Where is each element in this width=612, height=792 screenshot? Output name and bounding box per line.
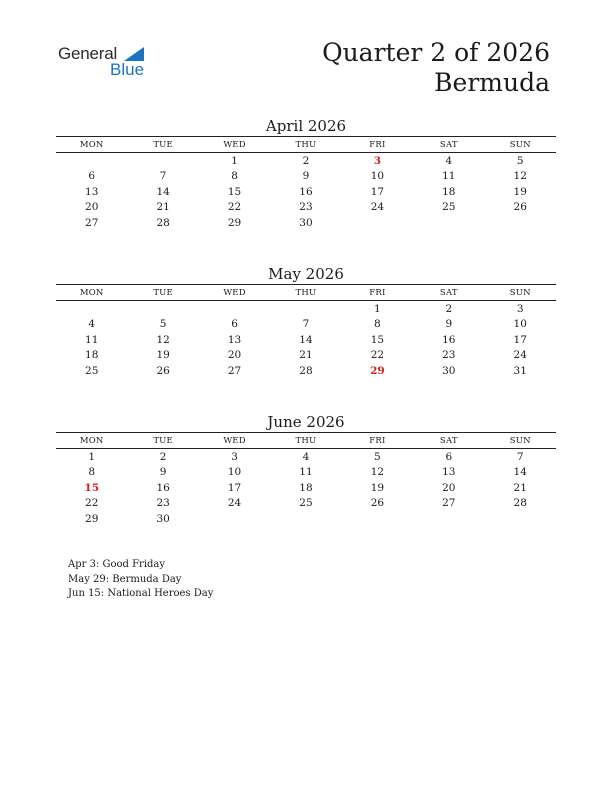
- holiday-note: Jun 15: National Heroes Day: [68, 588, 214, 599]
- logo-text-blue: Blue: [110, 60, 145, 79]
- day-cell: 29: [85, 512, 99, 525]
- day-cell: 2: [445, 302, 453, 315]
- day-cell: 19: [513, 185, 527, 198]
- day-cell: 18: [85, 349, 99, 362]
- holiday-day: 15: [84, 481, 100, 494]
- day-cell: 10: [370, 170, 385, 183]
- day-cell: 4: [302, 450, 310, 463]
- week-row: [56, 480, 556, 496]
- day-cell: 13: [442, 466, 456, 479]
- day-cell: 14: [156, 185, 170, 198]
- holiday-note: Apr 3: Good Friday: [68, 559, 166, 570]
- day-cell: 4: [88, 318, 96, 331]
- week-row: [56, 348, 556, 364]
- day-cell: 23: [442, 349, 456, 362]
- day-cell: 30: [442, 364, 456, 377]
- month-name: June 2026: [267, 413, 345, 431]
- day-cell: 12: [156, 333, 170, 346]
- day-cell: 20: [442, 481, 456, 494]
- weekday-label: TUE: [153, 139, 173, 150]
- weekday-label: FRI: [369, 139, 386, 150]
- holiday-day: 3: [373, 154, 382, 167]
- day-cell: 21: [513, 481, 527, 494]
- day-cell: 2: [302, 154, 310, 167]
- day-cell: 21: [156, 201, 170, 214]
- week-row: [56, 301, 556, 317]
- week-row: [56, 465, 556, 481]
- day-cell: 12: [513, 170, 527, 183]
- day-cell: 20: [227, 349, 242, 362]
- day-cell: 6: [231, 318, 238, 331]
- weekday-label: FRI: [369, 435, 386, 446]
- day-cell: 4: [445, 154, 453, 167]
- day-cell: 7: [302, 318, 310, 331]
- day-cell: 7: [159, 170, 167, 183]
- day-cell: 27: [442, 497, 456, 510]
- day-cell: 26: [513, 201, 527, 214]
- day-cell: 13: [85, 185, 99, 198]
- month-name: May 2026: [268, 265, 344, 283]
- day-cell: 28: [299, 364, 313, 377]
- title-quarter: Quarter 2 of 2026: [322, 38, 550, 67]
- day-cell: 30: [156, 512, 170, 525]
- day-cell: 12: [370, 466, 385, 479]
- holiday-day: 29: [370, 364, 385, 377]
- day-cell: 27: [85, 216, 99, 229]
- week-row: [56, 153, 556, 169]
- weekday-header-row: [56, 136, 556, 153]
- day-cell: 8: [88, 466, 96, 479]
- day-cell: 14: [299, 333, 313, 346]
- day-cell: 5: [516, 154, 524, 167]
- day-cell: 3: [231, 450, 238, 463]
- weekday-label: SUN: [509, 287, 531, 298]
- day-cell: 11: [442, 170, 456, 183]
- day-cell: 6: [445, 450, 453, 463]
- week-row: [56, 169, 556, 185]
- day-cell: 5: [159, 318, 167, 331]
- day-cell: 10: [227, 466, 242, 479]
- week-row: [56, 184, 556, 200]
- day-cell: 22: [227, 201, 242, 214]
- month-calendar: [56, 264, 556, 379]
- day-cell: 28: [156, 216, 170, 229]
- day-cell: 22: [370, 349, 385, 362]
- holiday-notes: [68, 558, 213, 602]
- weekday-label: THU: [295, 435, 317, 446]
- day-cell: 18: [442, 185, 456, 198]
- weekday-label: SAT: [439, 287, 458, 298]
- day-cell: 16: [299, 185, 313, 198]
- weekday-label: MON: [79, 435, 104, 446]
- week-row: [56, 449, 556, 465]
- day-cell: 17: [370, 185, 385, 198]
- day-cell: 1: [374, 302, 381, 315]
- page-title: [322, 38, 550, 98]
- day-cell: 18: [299, 481, 313, 494]
- day-cell: 23: [156, 497, 170, 510]
- week-row: [56, 200, 556, 216]
- weekday-label: SUN: [509, 435, 531, 446]
- day-cell: 9: [445, 318, 453, 331]
- day-cell: 17: [227, 481, 242, 494]
- week-row: [56, 363, 556, 379]
- day-cell: 21: [299, 349, 313, 362]
- day-cell: 20: [85, 201, 99, 214]
- weekday-header-row: [56, 432, 556, 449]
- day-cell: 16: [156, 481, 170, 494]
- weekday-label: MON: [79, 139, 104, 150]
- weekday-label: WED: [223, 287, 246, 298]
- weekday-header-row: [56, 284, 556, 301]
- weekday-label: SAT: [439, 139, 458, 150]
- day-cell: 26: [370, 497, 385, 510]
- day-cell: 9: [159, 466, 167, 479]
- week-row: [56, 215, 556, 231]
- day-cell: 25: [85, 364, 99, 377]
- weekday-label: TUE: [153, 287, 173, 298]
- day-cell: 11: [85, 333, 99, 346]
- day-cell: 17: [513, 333, 527, 346]
- day-cell: 31: [513, 364, 527, 377]
- day-cell: 8: [374, 318, 381, 331]
- month-name: April 2026: [265, 117, 347, 135]
- day-cell: 11: [299, 466, 313, 479]
- day-cell: 6: [88, 170, 96, 183]
- week-row: [56, 496, 556, 512]
- holiday-note: May 29: Bermuda Day: [68, 573, 182, 585]
- month-calendar: [56, 116, 556, 231]
- day-cell: 22: [85, 497, 99, 510]
- day-cell: 19: [156, 349, 170, 362]
- day-cell: 1: [88, 450, 96, 463]
- day-cell: 19: [370, 481, 385, 494]
- day-cell: 7: [516, 450, 524, 463]
- week-row: [56, 317, 556, 333]
- day-cell: 9: [302, 170, 310, 183]
- week-row: [56, 511, 556, 527]
- day-cell: 15: [227, 185, 242, 198]
- weekday-label: FRI: [369, 287, 386, 298]
- day-cell: 28: [513, 497, 527, 510]
- day-cell: 1: [231, 154, 238, 167]
- weekday-label: SUN: [509, 139, 531, 150]
- day-cell: 23: [299, 201, 313, 214]
- day-cell: 5: [374, 450, 381, 463]
- day-cell: 29: [227, 216, 242, 229]
- day-cell: 14: [513, 466, 527, 479]
- generalblue-logo: [58, 44, 158, 80]
- weekday-label: WED: [223, 435, 246, 446]
- day-cell: 25: [442, 201, 456, 214]
- day-cell: 27: [227, 364, 242, 377]
- month-calendar: [56, 412, 556, 527]
- weekday-label: TUE: [153, 435, 173, 446]
- weekday-label: THU: [295, 287, 317, 298]
- day-cell: 15: [370, 333, 385, 346]
- day-cell: 24: [370, 201, 385, 214]
- day-cell: 10: [513, 318, 527, 331]
- weekday-label: MON: [79, 287, 104, 298]
- day-cell: 26: [156, 364, 170, 377]
- weekday-label: THU: [295, 139, 317, 150]
- day-cell: 24: [513, 349, 527, 362]
- weekday-label: SAT: [439, 435, 458, 446]
- day-cell: 8: [231, 170, 238, 183]
- weekday-label: WED: [223, 139, 246, 150]
- day-cell: 16: [442, 333, 456, 346]
- day-cell: 2: [159, 450, 167, 463]
- day-cell: 3: [516, 302, 524, 315]
- logo-text-general: General: [58, 44, 118, 63]
- title-country: Bermuda: [434, 68, 550, 97]
- week-row: [56, 332, 556, 348]
- day-cell: 25: [299, 497, 313, 510]
- logo-triangle-icon: [124, 47, 144, 61]
- day-cell: 24: [227, 497, 242, 510]
- day-cell: 13: [227, 333, 242, 346]
- day-cell: 30: [299, 216, 313, 229]
